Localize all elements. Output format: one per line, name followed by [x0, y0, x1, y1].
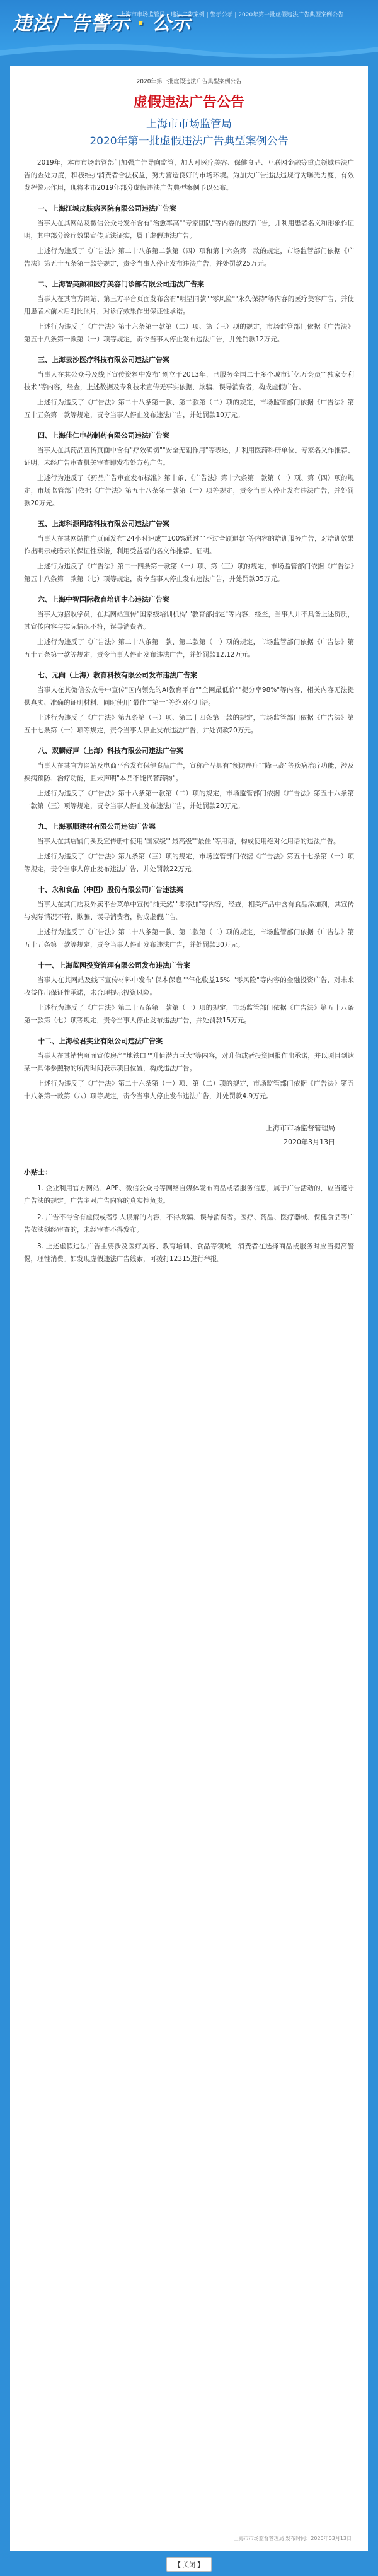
- case-body: 当事人在其官方网站、第三方平台页面发布含有"明星同款""零风险""永久保持"等内容的医疗美容广告，并使用患者术前术后对比照片，对诊疗效果作出保证性承诺。: [24, 295, 354, 315]
- case-block: [24, 203, 354, 270]
- case-heading: 九、上海嘉顺建材有限公司违法广告案: [38, 823, 156, 831]
- case-penalty: 上述行为违反了《广告法》第九条第（三）项、第二十四条第一款的规定，市场监管部门依据《广告法》第五十七条第（一）项等规定，责令当事人停止发布违法广告，并处罚款20万元。: [24, 714, 354, 734]
- case-block: [24, 960, 354, 1027]
- banner-ticker: 上海市市场监管局 | 违法广告案例 | 警示公示 | 2020年第一批虚假违法广告典型案例公告: [120, 12, 344, 18]
- case-body: 当事人在其网站及线下宣传材料中发布"保本保息""年化收益15%""零风险"等内容的金融投资广告，对未来收益作出保证性承诺，未合理提示投资风险。: [24, 976, 354, 997]
- case-body: 当事人在其门店及外卖平台菜单中宣传"纯天然""零添加"等内容，经查，相关产品中含有食品添加剂，其宣传与实际情况不符，欺骗、误导消费者，构成虚假广告。: [24, 901, 354, 921]
- case-heading: 一、上海江城皮肤病医院有限公司违法广告案: [38, 204, 176, 213]
- case-block: [24, 430, 354, 510]
- case-penalty: 上述行为违反了《广告法》第二十八条第一款、第二款第（二）项的规定，市场监管部门依据《广告法》第五十五条第一款等规定，责令当事人停止发布违法广告，并处罚款30万元。: [24, 928, 354, 949]
- case-penalty: 上述行为违反了《广告法》第二十六条第（一）项、第（二）项的规定，市场监管部门依据《广告法》第五十八条第一款第（八）项等规定，责令当事人停止发布违法广告，并处罚款4.9万元。: [24, 1080, 354, 1100]
- case-penalty: 上述行为违反了《广告法》第十六条第一款第（二）项、第（三）项的规定，市场监管部门依据《广告法》第五十八条第一款第（一）项等规定，责令当事人停止发布违法广告，并处罚款12万元。: [24, 323, 354, 343]
- banner-wave-decoration: [0, 38, 378, 61]
- case-heading: 二、上海智美颜和医疗美容门诊部有限公司违法广告案: [38, 280, 204, 288]
- case-penalty: 上述行为违反了《广告法》第二十八条第二款第（四）项和第十六条第一款的规定，市场监管部门依据《广告法》第五十五条第一款等规定，责令当事人停止发布违法广告，并处罚款25万元。: [24, 247, 354, 267]
- case-penalty: 上述行为违反了《广告法》第二十八条第一款、第二款第（一）项的规定，市场监管部门依据《广告法》第五十五条第一款等规定，责令当事人停止发布违法广告，并处罚款12.12万元。: [24, 638, 354, 659]
- case-body: 当事人在其药品宣传页面中含有"疗效确切""安全无副作用"等表述，并利用医药科研单位、专家名义作推荐、证明，未经广告审查机关审查即发布处方药广告。: [24, 447, 354, 467]
- case-block: [24, 354, 354, 421]
- document-subtitle: 2020年第一批虚假违法广告典型案例公告: [89, 135, 289, 148]
- case-heading: 八、双麟好声（上海）科技有限公司违法广告案: [38, 747, 183, 755]
- case-penalty: 上述行为违反了《广告法》第二十八条第一款、第二款第（二）项的规定，市场监管部门依据《广告法》第五十五条第一款等规定，责令当事人停止发布违法广告，并处罚款10万元。: [24, 399, 354, 419]
- case-body: 当事人在其店铺门头及宣传册中使用"国家级""最高级""最佳"等用语，构成使用绝对化用语的违法广告。: [37, 838, 340, 845]
- case-list: [24, 203, 354, 1103]
- page-controls: [0, 2555, 378, 2573]
- notes-list: [24, 1182, 354, 1265]
- banner-title-separator: ·: [137, 13, 145, 35]
- case-heading: 十二、上海松君实业有限公司违法广告案: [38, 1037, 163, 1045]
- case-heading: 三、上海云沙医疗科技有限公司违法广告案: [38, 356, 169, 364]
- banner-title-main: 违法广告警示: [13, 13, 130, 35]
- close-button[interactable]: 【 关闭 】: [166, 2557, 212, 2572]
- case-block: [24, 279, 354, 346]
- case-block: [24, 821, 354, 875]
- case-body: 当事人在其网站推广页面发布"24小时速成""100%通过""不过全额退款"等内容的培训服务广告，对培训效果作出明示或暗示的保证性承诺，利用受益者的名义作推荐、证明。: [24, 535, 354, 555]
- case-penalty: 上述行为违反了《广告法》第十八条第一款第（二）项的规定，市场监管部门依据《广告法》第五十八条第一款第（三）项等规定，责令当事人停止发布违法广告，并处罚款20万元。: [24, 790, 354, 810]
- document-header-line: 2020年第一批虚假违法广告典型案例公告: [136, 79, 242, 85]
- note-item: 2. 广告不得含有虚假或者引人误解的内容，不得欺骗、误导消费者。医疗、药品、医疗器械、保健食品等广告依法须经审查的，未经审查不得发布。: [24, 1214, 354, 1234]
- case-penalty: 上述行为违反了《药品广告审查发布标准》第十条、《广告法》第十六条第一款第（一）项、第（四）项的规定，市场监管部门依据《广告法》第五十八条第一款第（一）项等规定，责令当事人停止发布违法广告，并处罚款20万元。: [24, 474, 354, 507]
- signature-agency: 上海市市场监督管理局: [266, 1124, 335, 1132]
- document-signature: [24, 1121, 354, 1149]
- case-block: [24, 670, 354, 737]
- case-block: [24, 884, 354, 951]
- document-paper: [10, 66, 368, 2551]
- footer-meta: 上海市市场监督管理局 发布时间：2020年03月13日: [233, 2536, 352, 2541]
- case-body: 当事人在其网站及微信公众号发布含有"治愈率高""专家团队"等内容的医疗广告，并利用患者名义和形象作证明，其中部分诊疗效果宣传无法证实，属于虚假违法广告。: [24, 220, 354, 240]
- case-block: [24, 594, 354, 661]
- case-block: [24, 1036, 354, 1103]
- banner-title-sub: 公示: [152, 13, 192, 35]
- document-red-title: 虚假违法广告公告: [133, 95, 244, 110]
- case-heading: 七、元向（上海）教育科技有限公司发布违法广告案: [38, 671, 197, 679]
- case-body: 当事人在其销售页面宣传房产"地铁口""升值潜力巨大"等内容，对升值或者投资回报作出承诺，并以项目到达某一具体参照物的所需时间表示项目位置，构成违法广告。: [24, 1052, 354, 1072]
- case-penalty: 上述行为违反了《广告法》第二十四条第一款第（一）项、第（三）项的规定，市场监管部门依据《广告法》第五十八条第一款第（七）项等规定，责令当事人停止发布违法广告，并处罚款35万元。: [24, 563, 354, 583]
- case-penalty: 上述行为违反了《广告法》第九条第（三）项的规定，市场监管部门依据《广告法》第五十七条第（一）项等规定，责令当事人停止发布违法广告，并处罚款22万元。: [24, 853, 354, 873]
- case-block: [24, 746, 354, 812]
- page-banner: [0, 0, 378, 61]
- document-agency: 上海市市场监管局: [146, 118, 232, 131]
- case-heading: 五、上海科源网络科技有限公司违法广告案: [38, 520, 169, 528]
- document-intro: 2019年，本市市场监管部门加强广告导向监管，加大对医疗美容、保健食品、互联网金融等重点领域违法广告的查处力度，积极维护消费者合法权益，努力营造良好的市场环境。为加大广告违法违规行为曝光力度，有效发挥警示作用，现将本市2019年部分虚假违法广告典型案例予以公布。: [24, 159, 354, 192]
- case-heading: 十、永和食品（中国）股份有限公司广告违法案: [38, 886, 183, 894]
- case-heading: 六、上海中智国际教育培训中心违法广告案: [38, 595, 169, 604]
- case-body: 当事人在其公众号及线下宣传资料中发布"创立于2013年，已服务全国二十多个城市近亿万会员""独家专利技术"等内容，经查，上述数据及专利技术宣传无事实依据，欺骗、误导消费者，构成虚假广告。: [24, 371, 354, 391]
- case-penalty: 上述行为违反了《广告法》第二十五条第一款第（一）项的规定，市场监管部门依据《广告法》第五十八条第一款第（七）项等规定，责令当事人停止发布违法广告，并处罚款15万元。: [24, 1004, 354, 1024]
- case-heading: 四、上海佳仁申药制药有限公司违法广告案: [38, 431, 169, 440]
- case-body: 当事人为招收学员，在其网站宣传"国家级培训机构""教育部指定"等内容，经查，当事人并不具备上述资质，其宣传内容与实际情况不符，误导消费者。: [24, 611, 354, 631]
- case-heading: 十一、上海蓝园投资管理有限公司发布违法广告案: [38, 961, 190, 969]
- case-block: [24, 518, 354, 585]
- signature-date: 2020年3月13日: [284, 1138, 335, 1146]
- case-body: 当事人在其官方网站及电商平台发布保健食品广告，宣称产品具有"预防癌症""降三高"等疾病治疗功能，涉及疾病预防、治疗功能，且未声明"本品不能代替药物"。: [24, 762, 354, 782]
- notes-title: 小贴士：: [24, 1168, 52, 1176]
- note-item: 1. 企业利用官方网站、APP、微信公众号等网络自媒体发布商品或者服务信息，属于广告活动的，应当遵守广告法的规定。广告主对广告内容的真实性负责。: [24, 1185, 354, 1205]
- note-item: 3. 上述虚假违法广告主要涉及医疗美容、教育培训、食品等领域，消费者在选择商品或服务时应当提高警惕，理性消费。如发现虚假违法广告线索，可拨打12315进行举报。: [24, 1243, 354, 1263]
- case-body: 当事人在其微信公众号中宣传"国内领先的AI教育平台""全网最低价""提分率98%"等内容，相关内容无法提供真实、准确的证明材料，同时使用"最佳""第一"等绝对化用语。: [24, 686, 354, 706]
